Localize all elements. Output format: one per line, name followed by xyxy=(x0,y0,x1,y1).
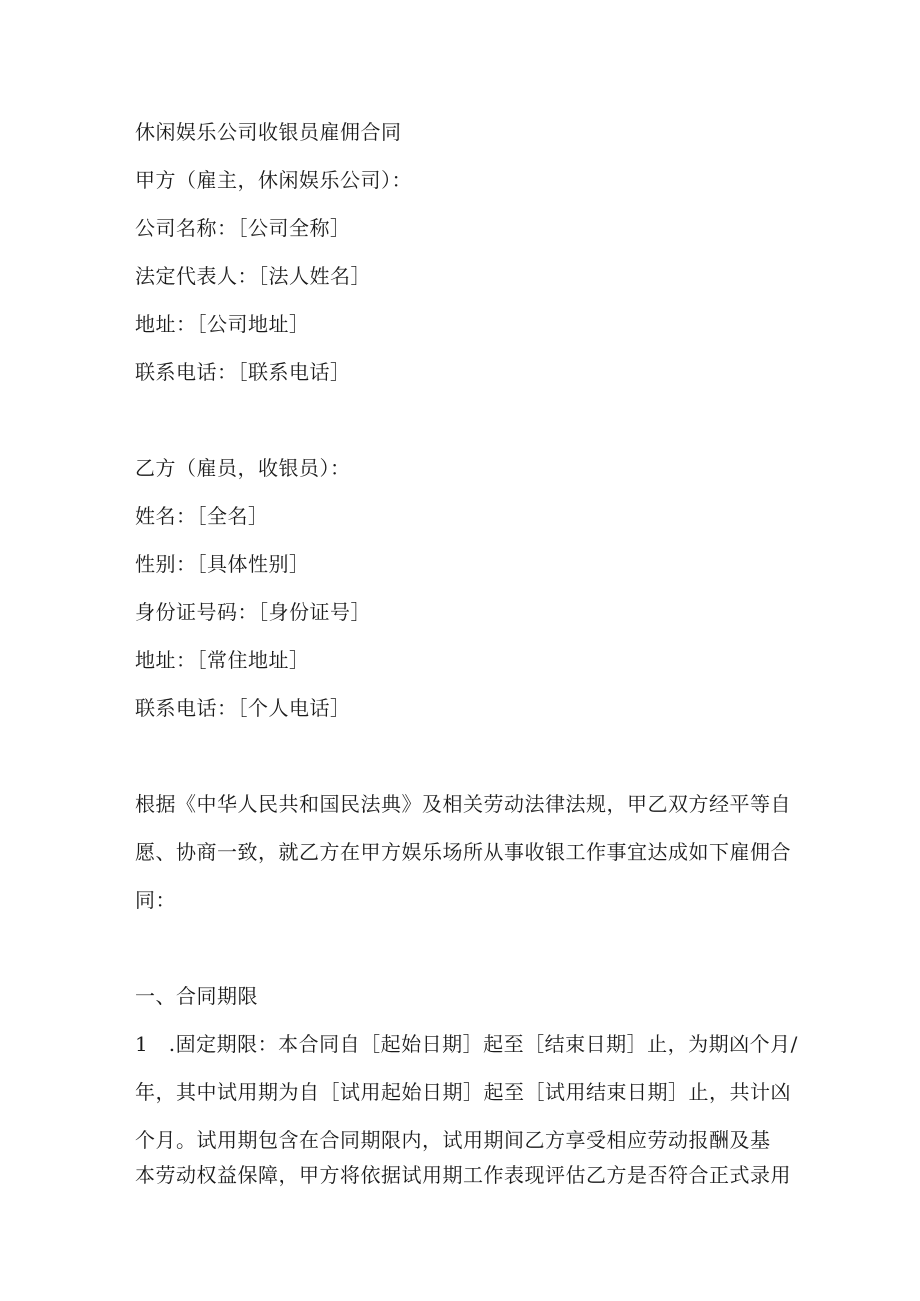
section-1-heading: 一、合同期限 xyxy=(135,984,258,1008)
party-a-address: 地址：［公司地址］ xyxy=(135,312,310,336)
party-a-company-name: 公司名称：［公司全称］ xyxy=(135,216,351,240)
preamble-line: 同： xyxy=(135,888,176,912)
party-a-legal-rep: 法定代表人：［法人姓名］ xyxy=(135,264,371,288)
party-a-phone: 联系电话：［联系电话］ xyxy=(135,360,351,384)
clause-1-line: 年，其中试用期为自［试用起始日期］起至［试用结束日期］止，共计凶 xyxy=(135,1080,791,1104)
clause-1-line: 1 .固定期限：本合同自［起始日期］起至［结束日期］止，为期凶个月/ xyxy=(135,1032,798,1056)
clause-1-line: 本劳动权益保障，甲方将依据试用期工作表现评估乙方是否符合正式录用 xyxy=(135,1163,791,1187)
party-b-heading: 乙方（雇员，收银员）： xyxy=(135,456,351,480)
party-b-gender: 性别：［具体性别］ xyxy=(135,552,310,576)
party-b-phone: 联系电话：［个人电话］ xyxy=(135,696,351,720)
clause-1-line: 个月。试用期包含在合同期限内，试用期间乙方享受相应劳动报酬及基 xyxy=(135,1128,771,1152)
contract-title: 休闲娱乐公司收银员雇佣合同 xyxy=(135,120,402,144)
party-b-name: 姓名：［全名］ xyxy=(135,504,269,528)
preamble-line: 愿、协商一致，就乙方在甲方娱乐场所从事收银工作事宜达成如下雇佣合 xyxy=(135,840,791,864)
party-b-id-number: 身份证号码：［身份证号］ xyxy=(135,600,371,624)
preamble-line: 根据《中华人民共和国民法典》及相关劳动法律法规，甲乙双方经平等自 xyxy=(135,792,791,816)
clause-1-paragraph xyxy=(135,1032,798,1211)
party-a-heading: 甲方（雇主，休闲娱乐公司）： xyxy=(135,168,412,192)
party-b-address: 地址：［常住地址］ xyxy=(135,648,310,672)
preamble-paragraph xyxy=(135,792,791,936)
